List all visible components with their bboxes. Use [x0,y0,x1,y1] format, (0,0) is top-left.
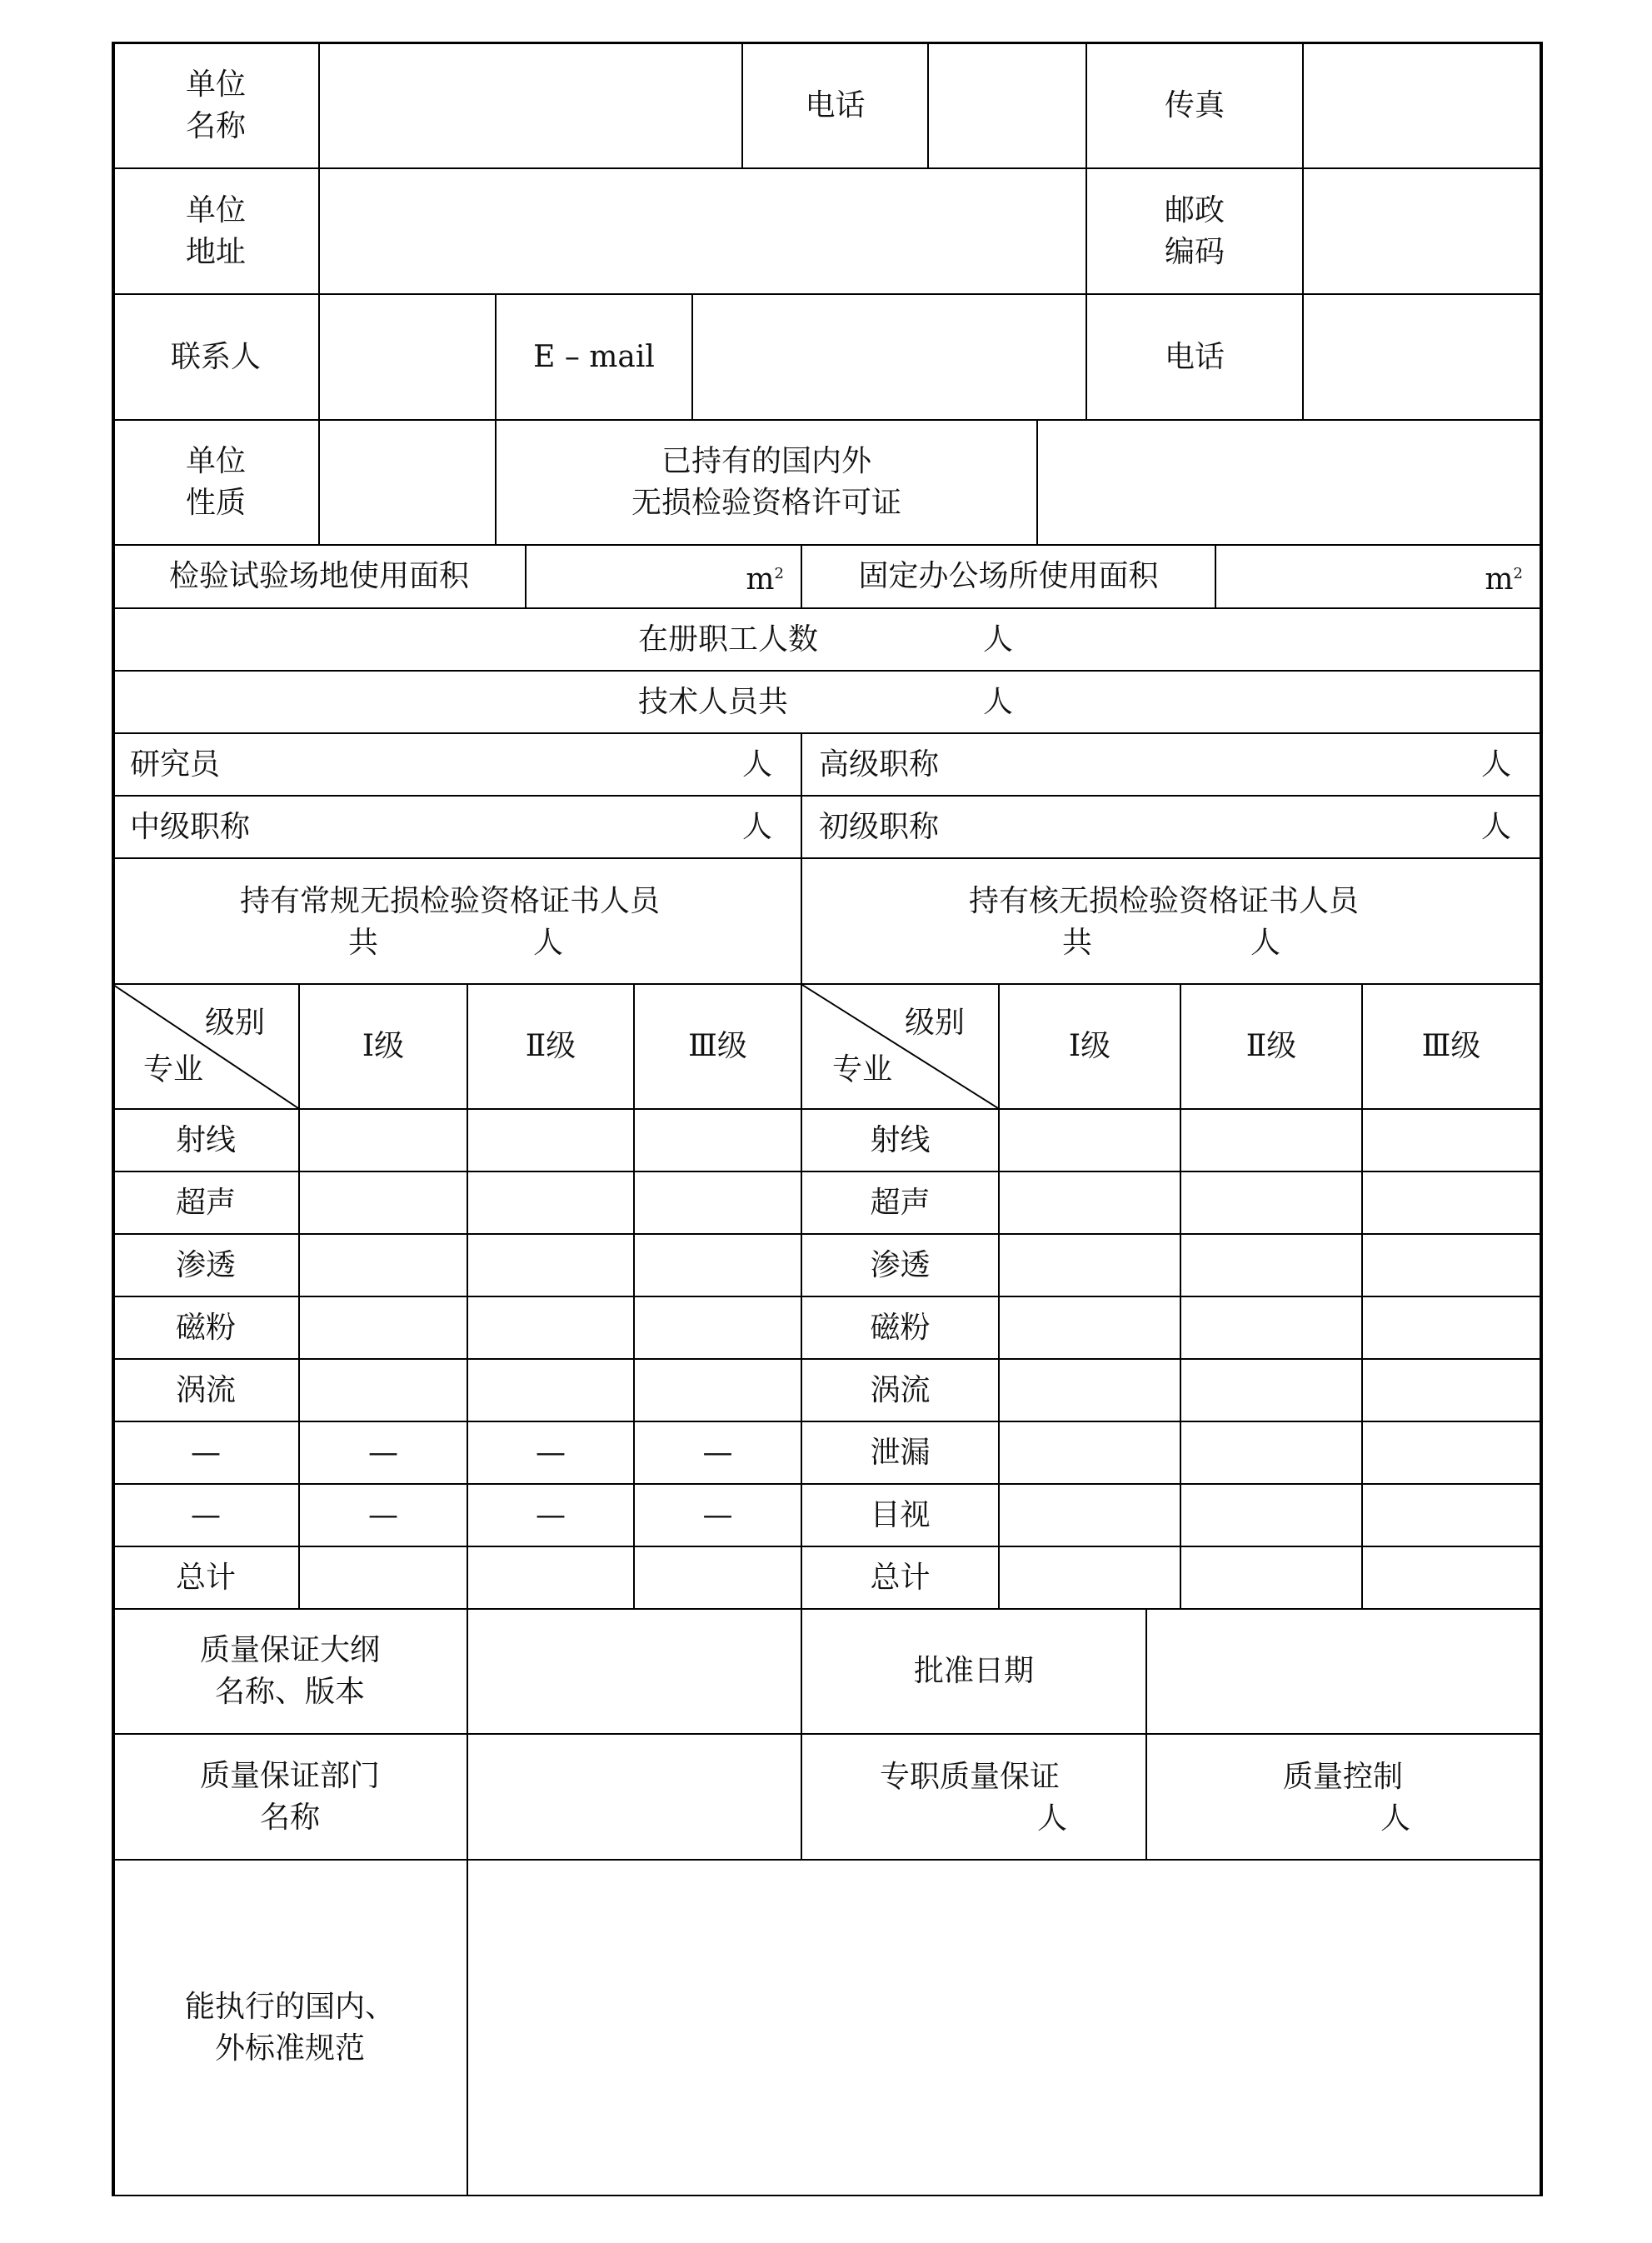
qa-staff-label: 专职质量保证 [880,1760,1061,1794]
nuclear-specialty-label: 涡流 [802,1360,1000,1422]
person-unit: 人 [741,747,772,782]
nuclear-count-cell[interactable] [1363,1235,1541,1297]
nuclear-count-cell[interactable] [1000,1235,1181,1297]
nuclear-count-cell[interactable] [1181,1110,1363,1172]
conventional-count-cell[interactable] [635,1547,802,1610]
area-unit: $m^2$ [1485,562,1523,597]
nuclear-diagonal-header [802,985,1000,1110]
person-unit: 人 [1480,747,1511,782]
nuclear-count-cell[interactable] [1181,1172,1363,1235]
nuclear-count-cell[interactable] [1181,1485,1363,1547]
conventional-cert-header[interactable] [113,859,802,985]
contact-phone-label: 电话 [1087,295,1304,421]
conventional-count-cell[interactable] [468,1235,635,1297]
nuclear-cert-title: 持有核无损检验资格证书人员 [969,884,1360,918]
office-area-field[interactable] [1216,546,1541,609]
qc-label: 质量控制 [1283,1760,1404,1794]
conventional-count-cell[interactable] [635,1172,802,1235]
nuclear-count-cell[interactable] [1363,1172,1541,1235]
conventional-count-cell[interactable] [300,1547,468,1610]
qa-dept-field[interactable] [468,1735,802,1861]
dash-placeholder: — [468,1422,635,1485]
approval-date-field[interactable] [1147,1609,1541,1735]
level-label: 级别 [904,1006,965,1040]
dash-placeholder: — [468,1485,635,1547]
test-area-label: 检验试验场地使用面积 [113,546,527,609]
nuclear-specialty-label: 磁粉 [802,1297,1000,1360]
conventional-specialty-label: — [113,1485,300,1547]
conventional-count-cell[interactable] [468,1547,635,1610]
conventional-specialty-label: — [113,1422,300,1485]
person-unit: 人 [1380,1801,1411,1836]
nuclear-count-cell[interactable] [1000,1422,1181,1485]
nuclear-count-cell[interactable] [1181,1422,1363,1485]
conventional-count-cell[interactable] [300,1172,468,1235]
conventional-count-cell[interactable] [300,1235,468,1297]
fax-field[interactable] [1304,43,1541,169]
conventional-count-cell[interactable] [468,1297,635,1360]
conventional-level-3: Ⅲ级 [635,985,802,1110]
nuclear-count-cell[interactable] [1181,1235,1363,1297]
dash-placeholder: — [635,1422,802,1485]
senior-title-label: 高级职称 [819,747,940,782]
qa-program-label: 质量保证大纲 名称、版本 [113,1609,468,1735]
nuclear-count-cell[interactable] [1000,1297,1181,1360]
researcher-label: 研究员 [130,747,221,782]
conventional-specialty-label: 射线 [113,1110,300,1172]
fax-label: 传真 [1087,43,1304,169]
dash-placeholder: — [300,1485,468,1547]
nuclear-count-cell[interactable] [1363,1422,1541,1485]
licenses-field[interactable] [1038,421,1541,546]
nuclear-count-cell[interactable] [1000,1110,1181,1172]
nuclear-specialty-label: 射线 [802,1110,1000,1172]
conventional-count-cell[interactable] [300,1360,468,1422]
conventional-count-cell[interactable] [635,1360,802,1422]
approval-date-label: 批准日期 [802,1609,1147,1735]
email-label: E – mail [497,295,693,421]
nuclear-specialty-label: 超声 [802,1172,1000,1235]
dash-placeholder: — [300,1422,468,1485]
nuclear-level-2: Ⅱ级 [1181,985,1363,1110]
nuclear-specialty-label: 目视 [802,1485,1000,1547]
licenses-label: 已持有的国内外 无损检验资格许可证 [497,421,1038,546]
total-prefix: 共 [1062,926,1093,960]
nuclear-count-cell[interactable] [1363,1360,1541,1422]
nuclear-specialty-label: 泄漏 [802,1422,1000,1485]
postal-code-field[interactable] [1304,169,1541,295]
conventional-count-cell[interactable] [468,1110,635,1172]
researcher-row[interactable] [113,734,802,797]
nuclear-cert-header[interactable] [802,859,1541,985]
dash-placeholder: — [635,1485,802,1547]
specialty-label: 专业 [143,1052,204,1087]
standards-label: 能执行的国内、 外标准规范 [113,1861,468,2196]
intermediate-title-row[interactable] [113,797,802,859]
conventional-level-1: Ⅰ级 [300,985,468,1110]
conventional-specialty-label: 总计 [113,1547,300,1610]
level-label: 级别 [204,1006,265,1040]
qa-staff-cell[interactable] [802,1735,1147,1861]
contact-field[interactable] [320,295,497,421]
technical-staff-row[interactable] [113,672,1541,734]
email-field[interactable] [693,295,1087,421]
nuclear-specialty-label: 渗透 [802,1235,1000,1297]
conventional-cert-title: 持有常规无损检验资格证书人员 [240,884,661,918]
total-prefix: 共 [348,926,379,960]
conventional-diagonal-header [113,985,300,1110]
contact-phone-field[interactable] [1304,295,1541,421]
unit-name-field[interactable] [320,43,743,169]
registered-staff-row[interactable] [113,609,1541,672]
nuclear-count-cell[interactable] [1181,1547,1363,1610]
test-area-field[interactable] [527,546,802,609]
conventional-specialty-label: 渗透 [113,1235,300,1297]
technical-staff-label: 技术人员共 [638,685,789,719]
qc-cell[interactable] [1147,1735,1541,1861]
conventional-specialty-label: 涡流 [113,1360,300,1422]
senior-title-row[interactable] [802,734,1541,797]
nuclear-specialty-label: 总计 [802,1547,1000,1610]
office-area-label: 固定办公场所使用面积 [802,546,1216,609]
person-unit: 人 [983,622,1014,657]
nuclear-count-cell[interactable] [1000,1485,1181,1547]
intermediate-title-label: 中级职称 [130,810,251,844]
qa-program-field[interactable] [468,1609,802,1735]
person-unit: 人 [741,810,772,844]
nuclear-count-cell[interactable] [1363,1485,1541,1547]
conventional-level-2: Ⅱ级 [468,985,635,1110]
unit-name-label: 单位 名称 [113,43,320,169]
conventional-count-cell[interactable] [468,1172,635,1235]
unit-address-label: 单位 地址 [113,169,320,295]
person-unit: 人 [1037,1801,1068,1836]
postal-code-label: 邮政 编码 [1087,169,1304,295]
conventional-count-cell[interactable] [635,1235,802,1297]
phone-field[interactable] [929,43,1087,169]
person-unit: 人 [1250,926,1281,960]
specialty-label: 专业 [832,1052,893,1087]
phone-label: 电话 [743,43,929,169]
person-unit: 人 [533,926,564,960]
nuclear-count-cell[interactable] [1181,1297,1363,1360]
nuclear-count-cell[interactable] [1363,1547,1541,1610]
standards-field[interactable] [468,1861,1541,2196]
person-unit: 人 [983,685,1014,719]
conventional-count-cell[interactable] [300,1297,468,1360]
nuclear-count-cell[interactable] [1000,1547,1181,1610]
conventional-specialty-label: 磁粉 [113,1297,300,1360]
unit-nature-field[interactable] [320,421,497,546]
unit-nature-label: 单位 性质 [113,421,320,546]
qa-dept-label: 质量保证部门 名称 [113,1735,468,1861]
unit-address-field[interactable] [320,169,1087,295]
conventional-count-cell[interactable] [468,1360,635,1422]
junior-title-row[interactable] [802,797,1541,859]
nuclear-count-cell[interactable] [1181,1360,1363,1422]
nuclear-count-cell[interactable] [1000,1172,1181,1235]
junior-title-label: 初级职称 [819,810,940,844]
conventional-count-cell[interactable] [635,1110,802,1172]
registered-staff-label: 在册职工人数 [638,622,819,657]
person-unit: 人 [1480,810,1511,844]
nuclear-level-1: Ⅰ级 [1000,985,1181,1110]
nuclear-count-cell[interactable] [1363,1110,1541,1172]
nuclear-level-3: Ⅲ级 [1363,985,1541,1110]
nuclear-count-cell[interactable] [1363,1297,1541,1360]
conventional-count-cell[interactable] [300,1110,468,1172]
area-unit: $m^2$ [746,562,784,597]
contact-label: 联系人 [113,295,320,421]
conventional-specialty-label: 超声 [113,1172,300,1235]
nuclear-count-cell[interactable] [1000,1360,1181,1422]
conventional-count-cell[interactable] [635,1297,802,1360]
